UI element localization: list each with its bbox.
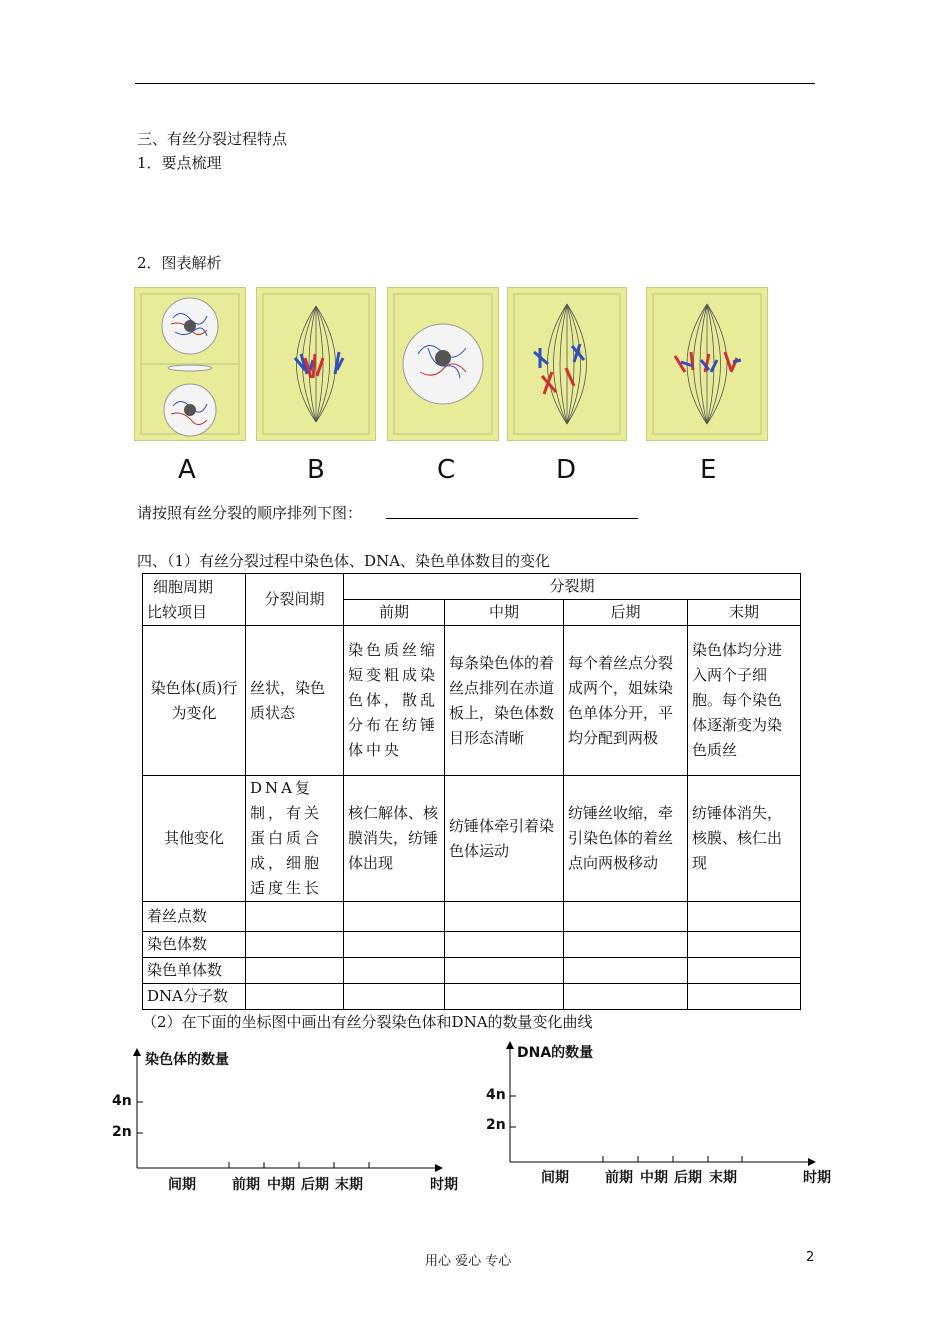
section-3-heading: 三、有丝分裂过程特点 [137,130,288,148]
chromosome-x-interphase: 间期 [168,1177,196,1193]
behavior-telophase: 染色体均分进入两个子细胞。每个染色体逐渐变为染色质丝 [688,626,801,776]
blank-cell[interactable] [564,958,688,984]
behavior-metaphase: 每条染色体的着丝点排列在赤道板上，染色体数目形态清晰 [445,626,564,776]
header-telophase: 末期 [688,600,801,626]
header-mitosis: 分裂期 [344,574,801,600]
key-points-item: 1．要点梳理 [137,154,222,172]
chromosome-xlabel: 时期 [430,1177,458,1193]
blank-cell[interactable] [344,902,445,932]
cell-d-image [508,288,626,440]
header-rule [135,83,815,84]
blank-cell[interactable] [688,958,801,984]
chromosome-x-anaphase: 后期 [301,1177,329,1193]
label-e: E [700,455,717,485]
other-metaphase: 纺锤体牵引着染色体运动 [445,776,564,902]
label-d: D [556,455,577,485]
blank-cell[interactable] [688,932,801,958]
blank-cell[interactable] [246,902,344,932]
cell-panel-d [507,287,627,441]
header-compare: 比较项目 [147,602,208,621]
row-label-behavior: 染色体(质)行为变化 [143,626,246,776]
section-4-heading: 四、（1）有丝分裂过程中染色体、DNA、染色单体数目的变化 [137,552,551,570]
row-label-other: 其他变化 [143,776,246,902]
cell-panel-e [646,287,768,441]
cell-panel-a [134,287,246,441]
dna-ylabel: DNA的数量 [517,1045,594,1061]
chromosome-x-telophase: 末期 [335,1177,363,1193]
cell-b-image [257,288,375,440]
header-cycle: 细胞周期 [153,577,214,596]
blank-cell[interactable] [445,958,564,984]
other-interphase: DNA复制，有关蛋白质合成，细胞适度生长 [246,776,344,902]
header-anaphase: 后期 [564,600,688,626]
page-number: 2 [806,1250,815,1265]
blank-cell[interactable] [344,932,445,958]
chromosome-tick-2n: 2n [112,1124,132,1140]
other-prophase: 核仁解体、核膜消失，纺锤体出现 [344,776,445,902]
blank-cell[interactable] [564,902,688,932]
cell-a-image [135,288,245,440]
dna-x-anaphase: 后期 [674,1170,702,1186]
label-c: C [437,455,456,485]
blank-cell[interactable] [246,958,344,984]
blank-cell[interactable] [246,984,344,1010]
behavior-interphase: 丝状，染色质状态 [246,626,344,776]
header-metaphase: 中期 [445,600,564,626]
behavior-anaphase: 每个着丝点分裂成两个，姐妹染色单体分开，平均分配到两极 [564,626,688,776]
dna-x-interphase: 间期 [541,1170,569,1186]
label-a: A [178,455,196,485]
cell-e-image [647,288,767,440]
blank-cell[interactable] [564,984,688,1010]
dna-x-metaphase: 中期 [640,1170,668,1186]
cell-panel-b [256,287,376,441]
figure-analysis-item: 2．图表解析 [137,254,222,272]
row-label-chromosome: 染色体数 [143,932,246,958]
chromosome-tick-4n: 4n [112,1093,132,1109]
blank-cell[interactable] [344,958,445,984]
blank-cell[interactable] [564,932,688,958]
mitosis-comparison-table [142,573,801,1010]
answer-blank-line[interactable] [386,518,638,519]
header-interphase: 分裂间期 [246,574,344,626]
row-label-centromere: 着丝点数 [143,902,246,932]
blank-cell[interactable] [445,984,564,1010]
blank-cell[interactable] [445,932,564,958]
order-question: 请按照有丝分裂的顺序排列下图： [137,504,363,522]
dna-xlabel: 时期 [803,1170,831,1186]
dna-tick-2n: 2n [486,1117,506,1133]
blank-cell[interactable] [344,984,445,1010]
blank-cell[interactable] [246,932,344,958]
dna-x-prophase: 前期 [605,1170,633,1186]
footer-motto: 用心 爱心 专心 [425,1254,512,1269]
dna-tick-4n: 4n [486,1087,506,1103]
cell-c-image [388,288,498,440]
chromosome-ylabel: 染色体的数量 [145,1052,229,1068]
cell-panel-c [387,287,499,441]
row-label-dna: DNA分子数 [143,984,246,1010]
blank-cell[interactable] [445,902,564,932]
behavior-prophase: 染色质丝缩短变粗成染色体，散乱分布在纺锤体中央 [344,626,445,776]
chromosome-x-prophase: 前期 [232,1177,260,1193]
chromosome-x-metaphase: 中期 [267,1177,295,1193]
label-b: B [307,455,325,485]
part-2-instruction: （2）在下面的坐标图中画出有丝分裂染色体和DNA的数量变化曲线 [142,1013,593,1031]
other-anaphase: 纺锤丝收缩，牵引染色体的着丝点向两极移动 [564,776,688,902]
dna-x-telophase: 末期 [709,1170,737,1186]
table-corner-cell [143,574,246,626]
blank-cell[interactable] [688,902,801,932]
header-prophase: 前期 [344,600,445,626]
other-telophase: 纺锤体消失，核膜、核仁出现 [688,776,801,902]
blank-cell[interactable] [688,984,801,1010]
row-label-chromatid: 染色单体数 [143,958,246,984]
